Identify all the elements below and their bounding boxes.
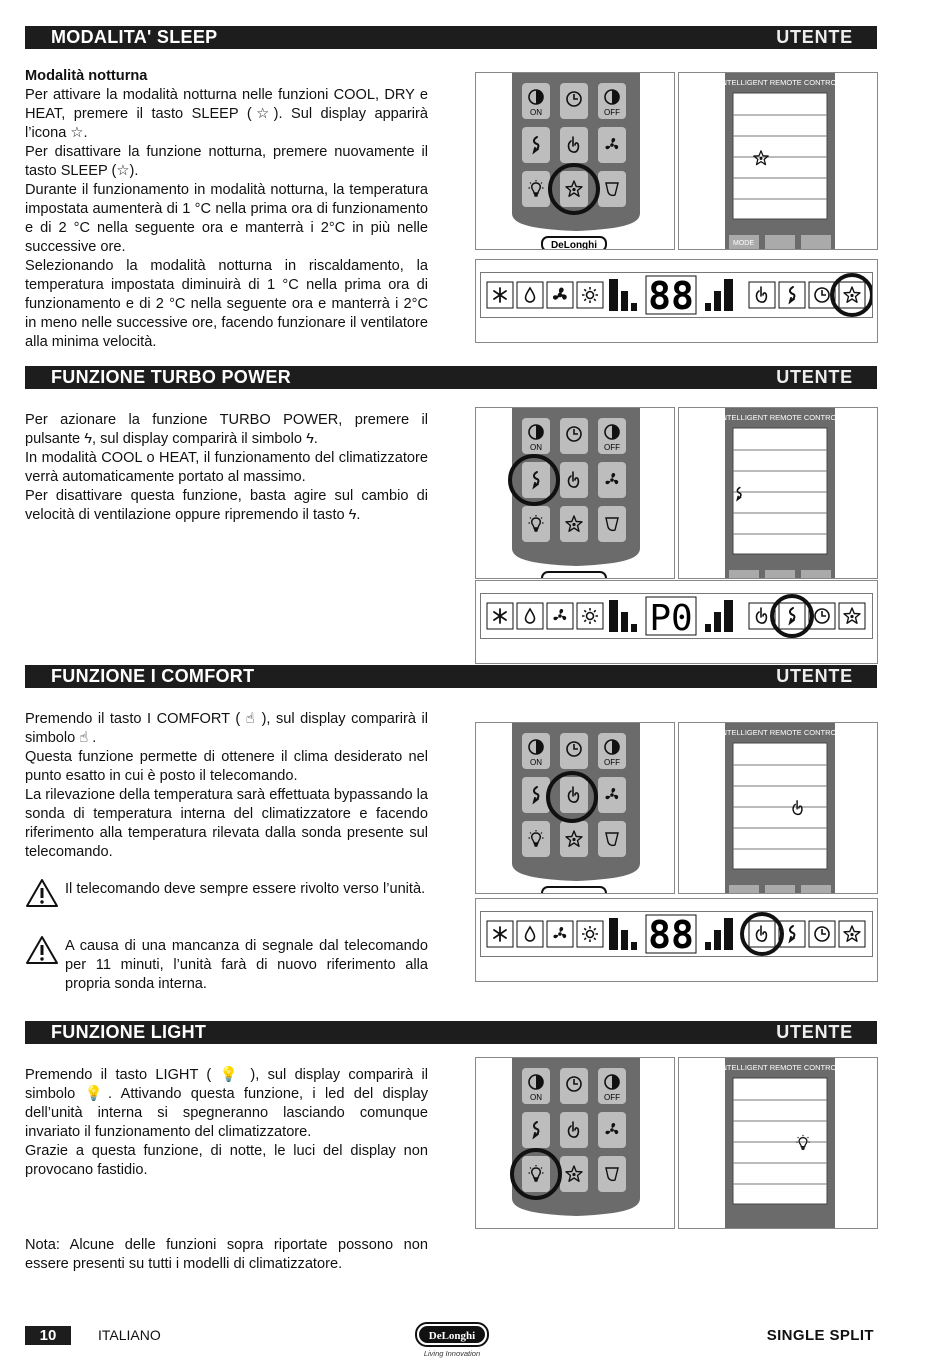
svg-text:ON: ON: [530, 758, 542, 767]
section-bar-light: [25, 1021, 877, 1044]
svg-text:OFF: OFF: [604, 443, 620, 452]
section-title: MODALITA' SLEEP: [51, 27, 218, 47]
highlight-circle: [742, 914, 782, 954]
unit-display-strip: [475, 259, 878, 343]
footer-language: ITALIANO: [98, 1327, 161, 1343]
sleep-paragraph: Durante il funzionamento in modalità notturna, la temperatura impostata aumenterà di 1 °C nella prima ora di funzionamento e di 2 °C nella seguente ora e manterrà i 2°C in più nelle successive ore.: [25, 182, 428, 255]
section-tag: UTENTE: [776, 1022, 853, 1042]
warning-text: A causa di una mancanza di segnale dal telecomando per 11 minuti, l’unità farà di nuovo riferimento alla propria sonda interna.: [65, 938, 428, 992]
warning-note: [25, 937, 428, 994]
comfort-paragraph: La rilevazione della temperatura sarà effettuata bypassando la sonda di temperatura interna del climatizzatore e facendo riferimento alla temperatura rilevata dalla sonda presente sul telecomando.: [25, 787, 428, 860]
light-paragraph: Grazie a questa funzione, di notte, le luci del display non provocano fastidio.: [25, 1143, 428, 1178]
remote-illustration: [475, 722, 675, 894]
remote-illustration: [475, 1057, 675, 1229]
brand-logo: [414, 1322, 490, 1360]
unit-display-strip: [475, 580, 878, 664]
comfort-paragraph: Premendo il tasto I COMFORT ( ☝ ), sul display comparirà il simbolo ☝ .: [25, 711, 428, 746]
svg-text:MODE: MODE: [733, 240, 754, 247]
warning-text: Il telecomando deve sempre essere rivolto verso l’unità.: [65, 881, 426, 897]
turbo-paragraph: Per azionare la funzione TURBO POWER, premere il pulsante ϟ, sul display comparirà il simbolo ϟ.: [25, 412, 428, 447]
remote-brand: DeLonghi: [550, 240, 598, 249]
svg-text:OFF: OFF: [604, 1093, 620, 1102]
display-digits: 88: [648, 913, 694, 956]
highlight-circle: [772, 596, 812, 636]
section-title: FUNZIONE LIGHT: [51, 1022, 207, 1042]
comfort-text: [25, 710, 428, 862]
turbo-text: [25, 411, 428, 525]
note-text: [25, 1236, 428, 1274]
section-tag: UTENTE: [776, 666, 853, 686]
svg-text:ON: ON: [530, 1093, 542, 1102]
logo-text: DeLonghi: [428, 1330, 476, 1342]
svg-text:ON: ON: [530, 443, 542, 452]
warning-icon: [25, 935, 59, 965]
lcd-header: INTELLIGENT REMOTE CONTROL: [719, 1063, 841, 1072]
section-tag: UTENTE: [776, 367, 853, 387]
section-tag: UTENTE: [776, 27, 853, 47]
svg-text:ON: ON: [530, 108, 542, 117]
svg-text:OFF: OFF: [604, 758, 620, 767]
page-number: 10: [25, 1326, 71, 1345]
remote-illustration: [475, 407, 675, 579]
display-digits: 88: [648, 274, 694, 317]
warning-note: [25, 880, 428, 899]
section-bar-comfort: [25, 665, 877, 688]
remote-lcd-panel: [678, 722, 878, 894]
turbo-paragraph: In modalità COOL o HEAT, il funzionamento del climatizzatore verrà automaticamente portato al massimo.: [25, 450, 428, 485]
light-paragraph: Premendo il tasto LIGHT ( 💡 ), sul display comparirà il simbolo 💡. Attivando questa funzione, i led del display dell’unità interna si spegneranno lasciando comunque invariato il funzionamento del climatizzatore.: [25, 1067, 428, 1140]
note-paragraph: Nota: Alcune delle funzioni sopra riportate possono non essere presenti su tutti i modelli di climatizzatore.: [25, 1237, 428, 1272]
footer-product: SINGLE SPLIT: [766, 1327, 874, 1344]
turbo-paragraph: Per disattivare questa funzione, basta agire sul cambio di velocità di ventilazione oppure ripremendo il tasto ϟ.: [25, 488, 428, 523]
logo-tagline: Living Innovation: [423, 1349, 481, 1358]
light-text: [25, 1066, 428, 1180]
warning-icon: [25, 878, 59, 908]
svg-text:OFF: OFF: [604, 108, 620, 117]
section-bar-sleep: [25, 26, 877, 49]
remote-lcd-panel: [678, 72, 878, 250]
remote-illustration: [475, 72, 675, 250]
sleep-paragraph: Per disattivare la funzione notturna, premere nuovamente il tasto SLEEP (☆).: [25, 144, 428, 179]
section-title: FUNZIONE I COMFORT: [51, 666, 255, 686]
sleep-paragraph: Per attivare la modalità notturna nelle funzioni COOL, DRY e HEAT, premere il tasto SLEEP (☆). Sul display apparirà l’icona ☆.: [25, 87, 428, 141]
section-title: FUNZIONE TURBO POWER: [51, 367, 291, 387]
lcd-header: INTELLIGENT REMOTE CONTROL: [719, 413, 841, 422]
sleep-heading: Modalità notturna: [25, 68, 148, 84]
remote-button-grid: [522, 83, 626, 207]
comfort-paragraph: Questa funzione permette di ottenere il clima desiderato nel punto esatto in cui è posto il telecomando.: [25, 749, 428, 784]
sleep-text: [25, 67, 428, 352]
lcd-header: INTELLIGENT REMOTE CONTROL: [719, 78, 841, 87]
remote-lcd-panel: [678, 1057, 878, 1229]
section-bar-turbo: [25, 366, 877, 389]
lcd-header: INTELLIGENT REMOTE CONTROL: [719, 728, 841, 737]
remote-lcd-panel: [678, 407, 878, 579]
sleep-paragraph: Selezionando la modalità notturna in riscaldamento, la temperatura impostata diminuirà di 1 °C nella prima ora di funzionamento e di 2 °C nella seguente ora e manterrà i 2°C in meno nelle successive ore, facendo funzionare il ventilatore alla minima velocità.: [25, 258, 428, 350]
unit-display-strip: [475, 898, 878, 982]
display-digits: P0: [649, 598, 693, 638]
